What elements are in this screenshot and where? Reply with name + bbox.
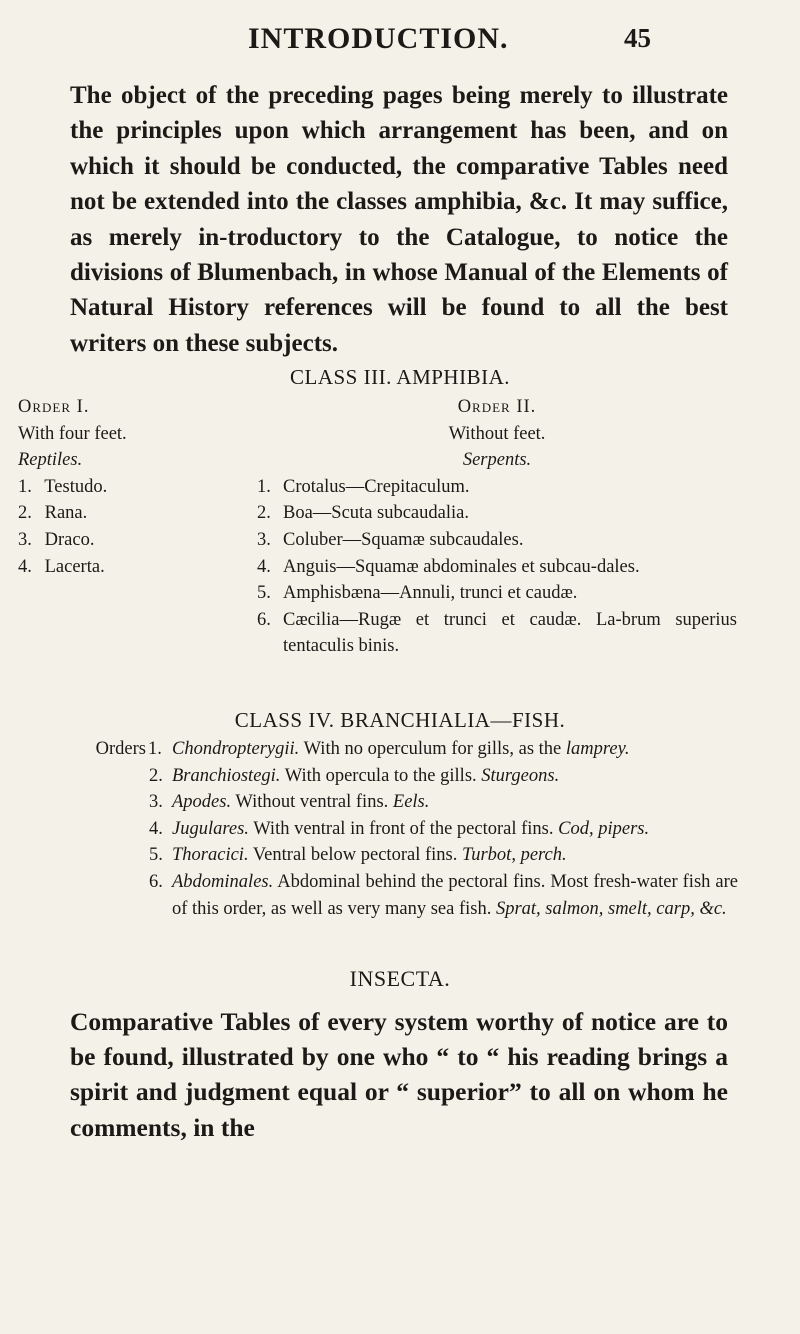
item-text: Crotalus—Crepitaculum. [283,476,470,497]
order-ii-column [257,394,737,660]
item-number: 3. [18,529,32,550]
item-text: Boa—Scuta subcaudalia. [283,503,469,524]
order-example: Sprat, salmon, smelt, carp, &c. [495,898,727,919]
order-name: Jugulares. [172,818,249,839]
comparative-tables-paragraph: Comparative Tables of every system worthy of notice are to be found, illustrated by one who “ to “ his reading brings a spirit and judgment equal or “ superior” to all on whom he comments, in the [70,1007,728,1142]
insecta-heading: INSECTA. [349,966,451,991]
order-i-title: Order I. [18,397,90,417]
item-number: 5. [257,583,271,604]
running-head [0,22,800,62]
order-i-group: Reptiles. [18,450,83,471]
item-number: 3. [149,792,163,813]
orders-label [18,736,168,763]
order-description: Without ventral fins. [235,792,389,813]
item-text: Anguis—Squamæ abdominales et subcau-dales. [283,556,640,577]
order-example: Eels. [392,792,430,813]
list-item [257,554,737,581]
item-number: 6. [149,871,163,892]
item-text: Cæcilia—Rugæ et trunci et caudæ. La-brum superius tentaculis binis. [283,609,737,657]
fish-order-row [18,763,738,790]
item-text: Testudo. [44,476,108,497]
item-number: 1. [257,476,271,497]
item-text: Draco. [44,529,95,550]
item-number: 4. [149,818,163,839]
order-ii-title: Order II. [457,397,537,417]
item-number: 2. [257,503,271,524]
list-item [18,554,218,581]
running-title: INTRODUCTION. [248,22,509,55]
order-name: Chondropterygii. [172,739,300,759]
item-text: Amphisbæna—Annuli, trunci et caudæ. [283,583,578,604]
list-item [18,474,218,501]
page-number: 45 [624,23,651,53]
fish-order-row [18,736,738,763]
fish-order-row [18,869,738,922]
item-text: Rana. [44,503,88,524]
list-item [257,607,737,660]
order-i-column [18,394,218,580]
order-example: Turbot, perch. [461,845,567,866]
item-number: 5. [149,845,163,866]
order-i-description: With four feet. [18,423,127,444]
list-item [18,500,218,527]
order-description: With opercula to the gills. [284,765,477,786]
item-number: 2. [18,503,32,524]
order-name: Abdominales. [172,871,274,892]
item-number: 6. [257,609,271,630]
class-iv-heading: CLASS IV. BRANCHIALIA—FISH. [234,708,566,732]
order-name: Branchiostegi. [172,765,281,786]
order-description: Abdominal behind the pectoral fins. Most fresh-water fish are of this order, as well as very many sea fish. [172,871,738,919]
order-name: Thoracici. [172,845,249,866]
item-number: 3. [257,529,271,550]
order-name: Apodes. [172,792,232,813]
list-item [18,527,218,554]
item-number: 1. [148,739,162,759]
order-example: Sturgeons. [481,765,560,786]
fish-order-row [18,816,738,843]
list-item [257,500,737,527]
list-item [257,474,737,501]
item-number: 4. [18,556,32,577]
intro-paragraph: The object of the preceding pages being merely to illustrate the principles upon which arrangement has been, and on which it should be conducted, the comparative Tables need not be extended into the classes amphibia, &c. It may suffice, as merely in-troductory to the Catalogue, to notice the divisions of Blumenbach, in whose Manual of the Elements of Natural History references will be found to all the best writers on these subjects. [70,82,728,357]
item-number: 2. [149,765,163,786]
orders-label-text: Orders [95,739,146,759]
list-item [257,580,737,607]
order-description: Ventral below pectoral fins. [252,845,458,866]
order-example: Cod, pipers. [558,818,650,839]
order-ii-description: Without feet. [448,423,546,444]
list-item [257,527,737,554]
fish-order-row [18,842,738,869]
class-iii-heading: CLASS III. AMPHIBIA. [289,365,511,389]
order-ii-group: Serpents. [462,450,532,471]
item-number: 4. [257,556,271,577]
order-example: lamprey. [565,739,630,759]
fish-orders-list [18,736,738,922]
item-text: Coluber—Squamæ subcaudales. [283,529,524,550]
order-description: With no operculum for gills, as the [303,739,562,759]
item-number: 1. [18,476,32,497]
order-description: With ventral in front of the pectoral fins. [253,818,554,839]
fish-order-row [18,789,738,816]
item-text: Lacerta. [44,556,105,577]
